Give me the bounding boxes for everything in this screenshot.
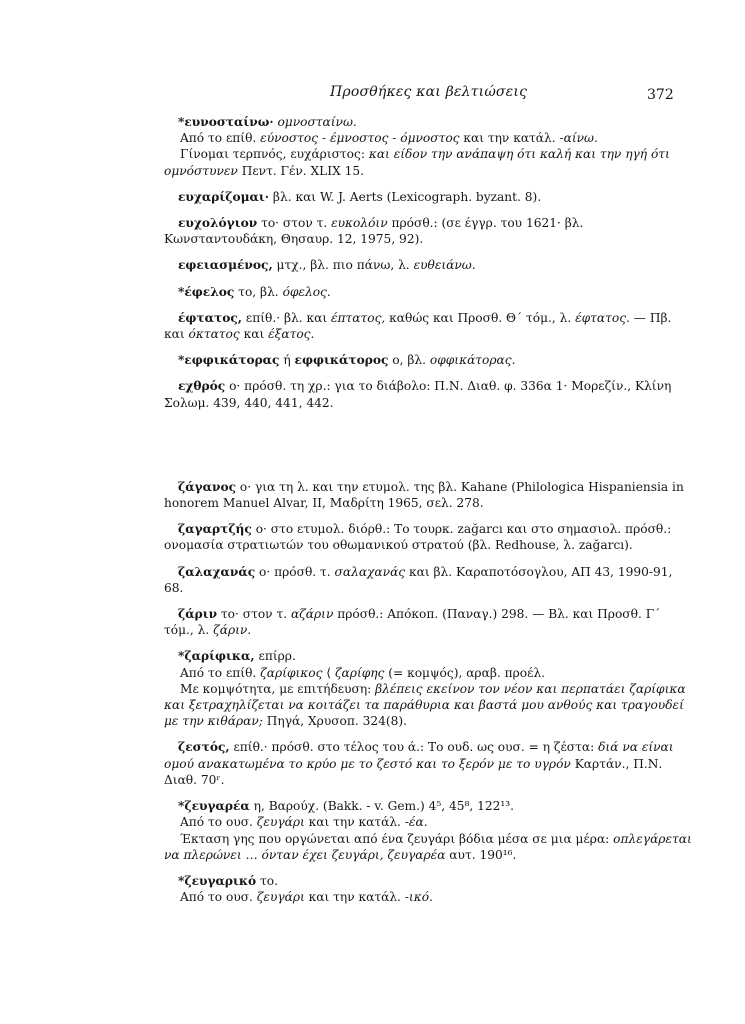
entry-text xyxy=(164,310,692,342)
entry-text xyxy=(164,189,692,205)
entry-body: ο· πρόσθ. τη χρ.: για το διάβολο: Π.Ν. Διαθ. φ. 336α 1· Μορεζίν., Κλίνη Σολωμ. 439, 440, 441, 442. xyxy=(164,379,672,410)
entry-zevgariko xyxy=(164,873,692,905)
quotation: οπλεγάρεται να πλερώνει … όνταν έχει ζευγάρι, ζευγαρέα xyxy=(164,831,692,862)
headword: ζεστός, xyxy=(178,740,230,755)
entry-zarin xyxy=(164,606,692,638)
text: πρόσθ.: Απόκοπ. (Παναγ.) 298. — Βλ. και Προσθ. Γ΄ τόμ., λ. xyxy=(164,607,661,638)
text: Έκταση γης που οργώνεται από ένα ζευγάρι βόδια μέσα σε μια μέρα: xyxy=(180,831,614,846)
headword: εχθρός xyxy=(178,379,226,394)
cited-form: έξατος. xyxy=(268,327,315,342)
gloss: η, Βαρούχ. (Bakk. - v. Gem.) 4⁵, 45⁸, 122¹³. xyxy=(249,799,515,814)
entry-text xyxy=(164,378,692,410)
text: ή xyxy=(279,353,295,368)
cited-form: -ικό. xyxy=(404,890,433,905)
headword: ζαλαχανάς xyxy=(178,564,256,579)
definition-line xyxy=(164,146,692,178)
text: Από το ουσ. xyxy=(180,890,257,905)
entry-head-line xyxy=(164,873,692,889)
headword: ζαγαρτζής xyxy=(178,522,252,537)
entry-text xyxy=(164,564,692,596)
reference: Καρτάν., Π.Ν. Διαθ. 70ʳ. xyxy=(164,756,663,787)
headword: *ζευγαρικό xyxy=(178,873,257,888)
headword: *ζαρίφικα, xyxy=(178,649,255,664)
etymology-line xyxy=(164,665,692,681)
quotation: διά να είναι ομού ανακατωμένα το κρύο με το ζεστό και το ξερόν με το υγρόν xyxy=(164,740,674,771)
headword: ευχολόγιον xyxy=(178,216,258,231)
etymology-line xyxy=(164,889,692,905)
cited-form: όφελος. xyxy=(282,284,331,299)
quotation: βλέπεις εκείνον τον νέον και περπατάει ζαρίφικα και ξετραχηλίζεται να κοιτάζει τα παράθυρια και βαστά μου ανθούς και τραγουδεί με την κιθάραν; xyxy=(164,681,686,729)
gloss: ομνοσταίνω. xyxy=(273,115,357,129)
reference: Πεντ. Γέν. XLIX 15. xyxy=(237,163,365,178)
entry-body: ο· στο ετυμολ. διόρθ.: Το τουρκ. zağarcı και στο σημασιολ. πρόσθ.: ονομασία στρατιωτών του οθωμανικού στρατού (βλ. Redhouse, λ. zağarcı). xyxy=(164,522,672,553)
definition-line xyxy=(164,681,692,730)
entry-zaganos xyxy=(164,479,692,511)
cited-form: αζάριν xyxy=(290,607,334,622)
section-gap xyxy=(164,421,692,479)
cited-form: ζάριν. xyxy=(213,623,252,638)
text: και την κατάλ. xyxy=(304,890,405,905)
gloss: το. xyxy=(256,873,278,888)
cited-form: ευκολόιν xyxy=(331,216,388,231)
entry-zarifika xyxy=(164,648,692,729)
headword: ζάγανος xyxy=(178,479,237,494)
text: επίθ.· βλ. και xyxy=(242,310,331,325)
cited-form: έπτατος, xyxy=(330,310,386,325)
text: μτχ., βλ. πιο πάνω, λ. xyxy=(272,258,414,273)
text: Από το επίθ. xyxy=(180,665,261,680)
text: και την κατάλ. xyxy=(304,815,405,830)
entry-text xyxy=(164,284,692,300)
entry-text xyxy=(164,521,692,553)
text: το· στον τ. xyxy=(257,216,332,231)
cited-form: ζευγάρι xyxy=(256,890,305,905)
entry-zalachanas xyxy=(164,564,692,596)
headword: ζάριν xyxy=(178,607,218,622)
entry-efeiasmenos xyxy=(164,257,692,273)
entry-eucharizomai xyxy=(164,189,692,205)
entry-head-line xyxy=(164,114,692,130)
text: ο, βλ. xyxy=(388,353,430,368)
entry-zagartzis xyxy=(164,521,692,553)
entry-head-line xyxy=(164,648,692,664)
cited-form: εύνοστος - έμνοστος - όμνοστος xyxy=(260,131,460,146)
text: και την κατάλ. xyxy=(459,131,560,146)
entry-zestos xyxy=(164,739,692,788)
entry-head-line xyxy=(164,798,692,814)
text: επίθ.· πρόσθ. στο τέλος του ά.: Το ουδ. ως ουσ. = η ζέστα: xyxy=(229,740,599,755)
cited-form: ευθειάνω. xyxy=(413,258,476,273)
text: το· στον τ. xyxy=(217,607,291,622)
reference: αυτ. 190¹⁶. xyxy=(445,847,517,862)
text: (= κομψός), αραβ. προέλ. xyxy=(384,665,546,680)
headword: *έφελος xyxy=(178,284,235,299)
entry-text xyxy=(164,606,692,638)
text: και xyxy=(239,327,269,342)
text: πρόσθ.: (σε έγγρ. του 1621· βλ. Κωνσταντουδάκη, Θησαυρ. 12, 1975, 92). xyxy=(164,216,584,247)
cited-form: έφτατος. xyxy=(575,310,630,325)
entry-text xyxy=(164,257,692,273)
text: — Πβ. και xyxy=(164,310,672,342)
reference: Πηγά, Χρυσοπ. 324(8). xyxy=(262,714,408,729)
entry-efelos xyxy=(164,284,692,300)
dictionary-entries xyxy=(164,114,692,915)
cited-form: όκτατος xyxy=(188,327,240,342)
text: καθώς και Προσθ. Θ΄ τόμ., λ. xyxy=(385,310,576,325)
headword: έφτατος, xyxy=(178,310,243,325)
running-title: Προσθήκες και βελτιώσεις xyxy=(330,84,528,100)
cited-form: ζευγάρι xyxy=(256,815,305,830)
text: ο· πρόσθ. τ. xyxy=(255,564,335,579)
definition-line xyxy=(164,831,692,863)
text: και βλ. Καραποτόσογλου, ΑΠ 43, 1990-91, 68. xyxy=(164,564,673,595)
entry-eftatos xyxy=(164,310,692,342)
etymology-line xyxy=(164,130,692,146)
headword: *ζευγαρέα xyxy=(178,799,250,814)
text: Με κομψότητα, με επιτήδευση: xyxy=(180,681,376,696)
cited-form: ζαρίφικος xyxy=(260,665,323,680)
text: Από το ουσ. xyxy=(180,815,257,830)
page-number: 372 xyxy=(647,87,674,103)
headword: εφειασμένος, xyxy=(178,258,273,273)
entry-effikatoras xyxy=(164,352,692,368)
text: Γίνομαι τερπνός, ευχάριστος: xyxy=(180,147,369,162)
headword-variant: εφφικάτορος xyxy=(294,353,389,368)
entry-eucholotion xyxy=(164,215,692,247)
entry-text xyxy=(164,479,692,511)
entry-body: βλ. και W. J. Aerts (Lexicograph. byzant. 8). xyxy=(269,189,542,204)
quotation: και είδον την ανάπαψη ότι καλή και την ηγή ότι ομνόστυνεν xyxy=(164,147,670,178)
gloss: επίρρ. xyxy=(254,649,296,664)
cited-form: σαλαχανάς xyxy=(334,564,406,579)
entry-eunostaino xyxy=(164,114,692,179)
entry-zevgarea xyxy=(164,798,692,863)
text: το, βλ. xyxy=(234,284,283,299)
entry-echthros xyxy=(164,378,692,410)
entry-text xyxy=(164,739,692,788)
entry-text xyxy=(164,352,692,368)
cited-form: -αίνω. xyxy=(559,131,598,146)
cited-form: οφφικάτορας. xyxy=(429,353,516,368)
text: ⟨ xyxy=(322,665,335,680)
cited-form: ζαρίφης xyxy=(334,665,385,680)
entry-body: ο· για τη λ. και την ετυμολ. της βλ. Kahane (Philologica Hispaniensia in honorem Manuel Alvar, II, Μαδρίτη 1965, σελ. 278. xyxy=(164,479,684,511)
entry-text xyxy=(164,215,692,247)
etymology-line xyxy=(164,814,692,830)
cited-form: -έα. xyxy=(404,815,428,830)
headword: *εφφικάτορας xyxy=(178,353,280,368)
text: Από το επίθ. xyxy=(180,131,261,146)
headword: *ευνοσταίνω· xyxy=(178,115,274,129)
headword: ευχαρίζομαι· xyxy=(178,189,270,204)
